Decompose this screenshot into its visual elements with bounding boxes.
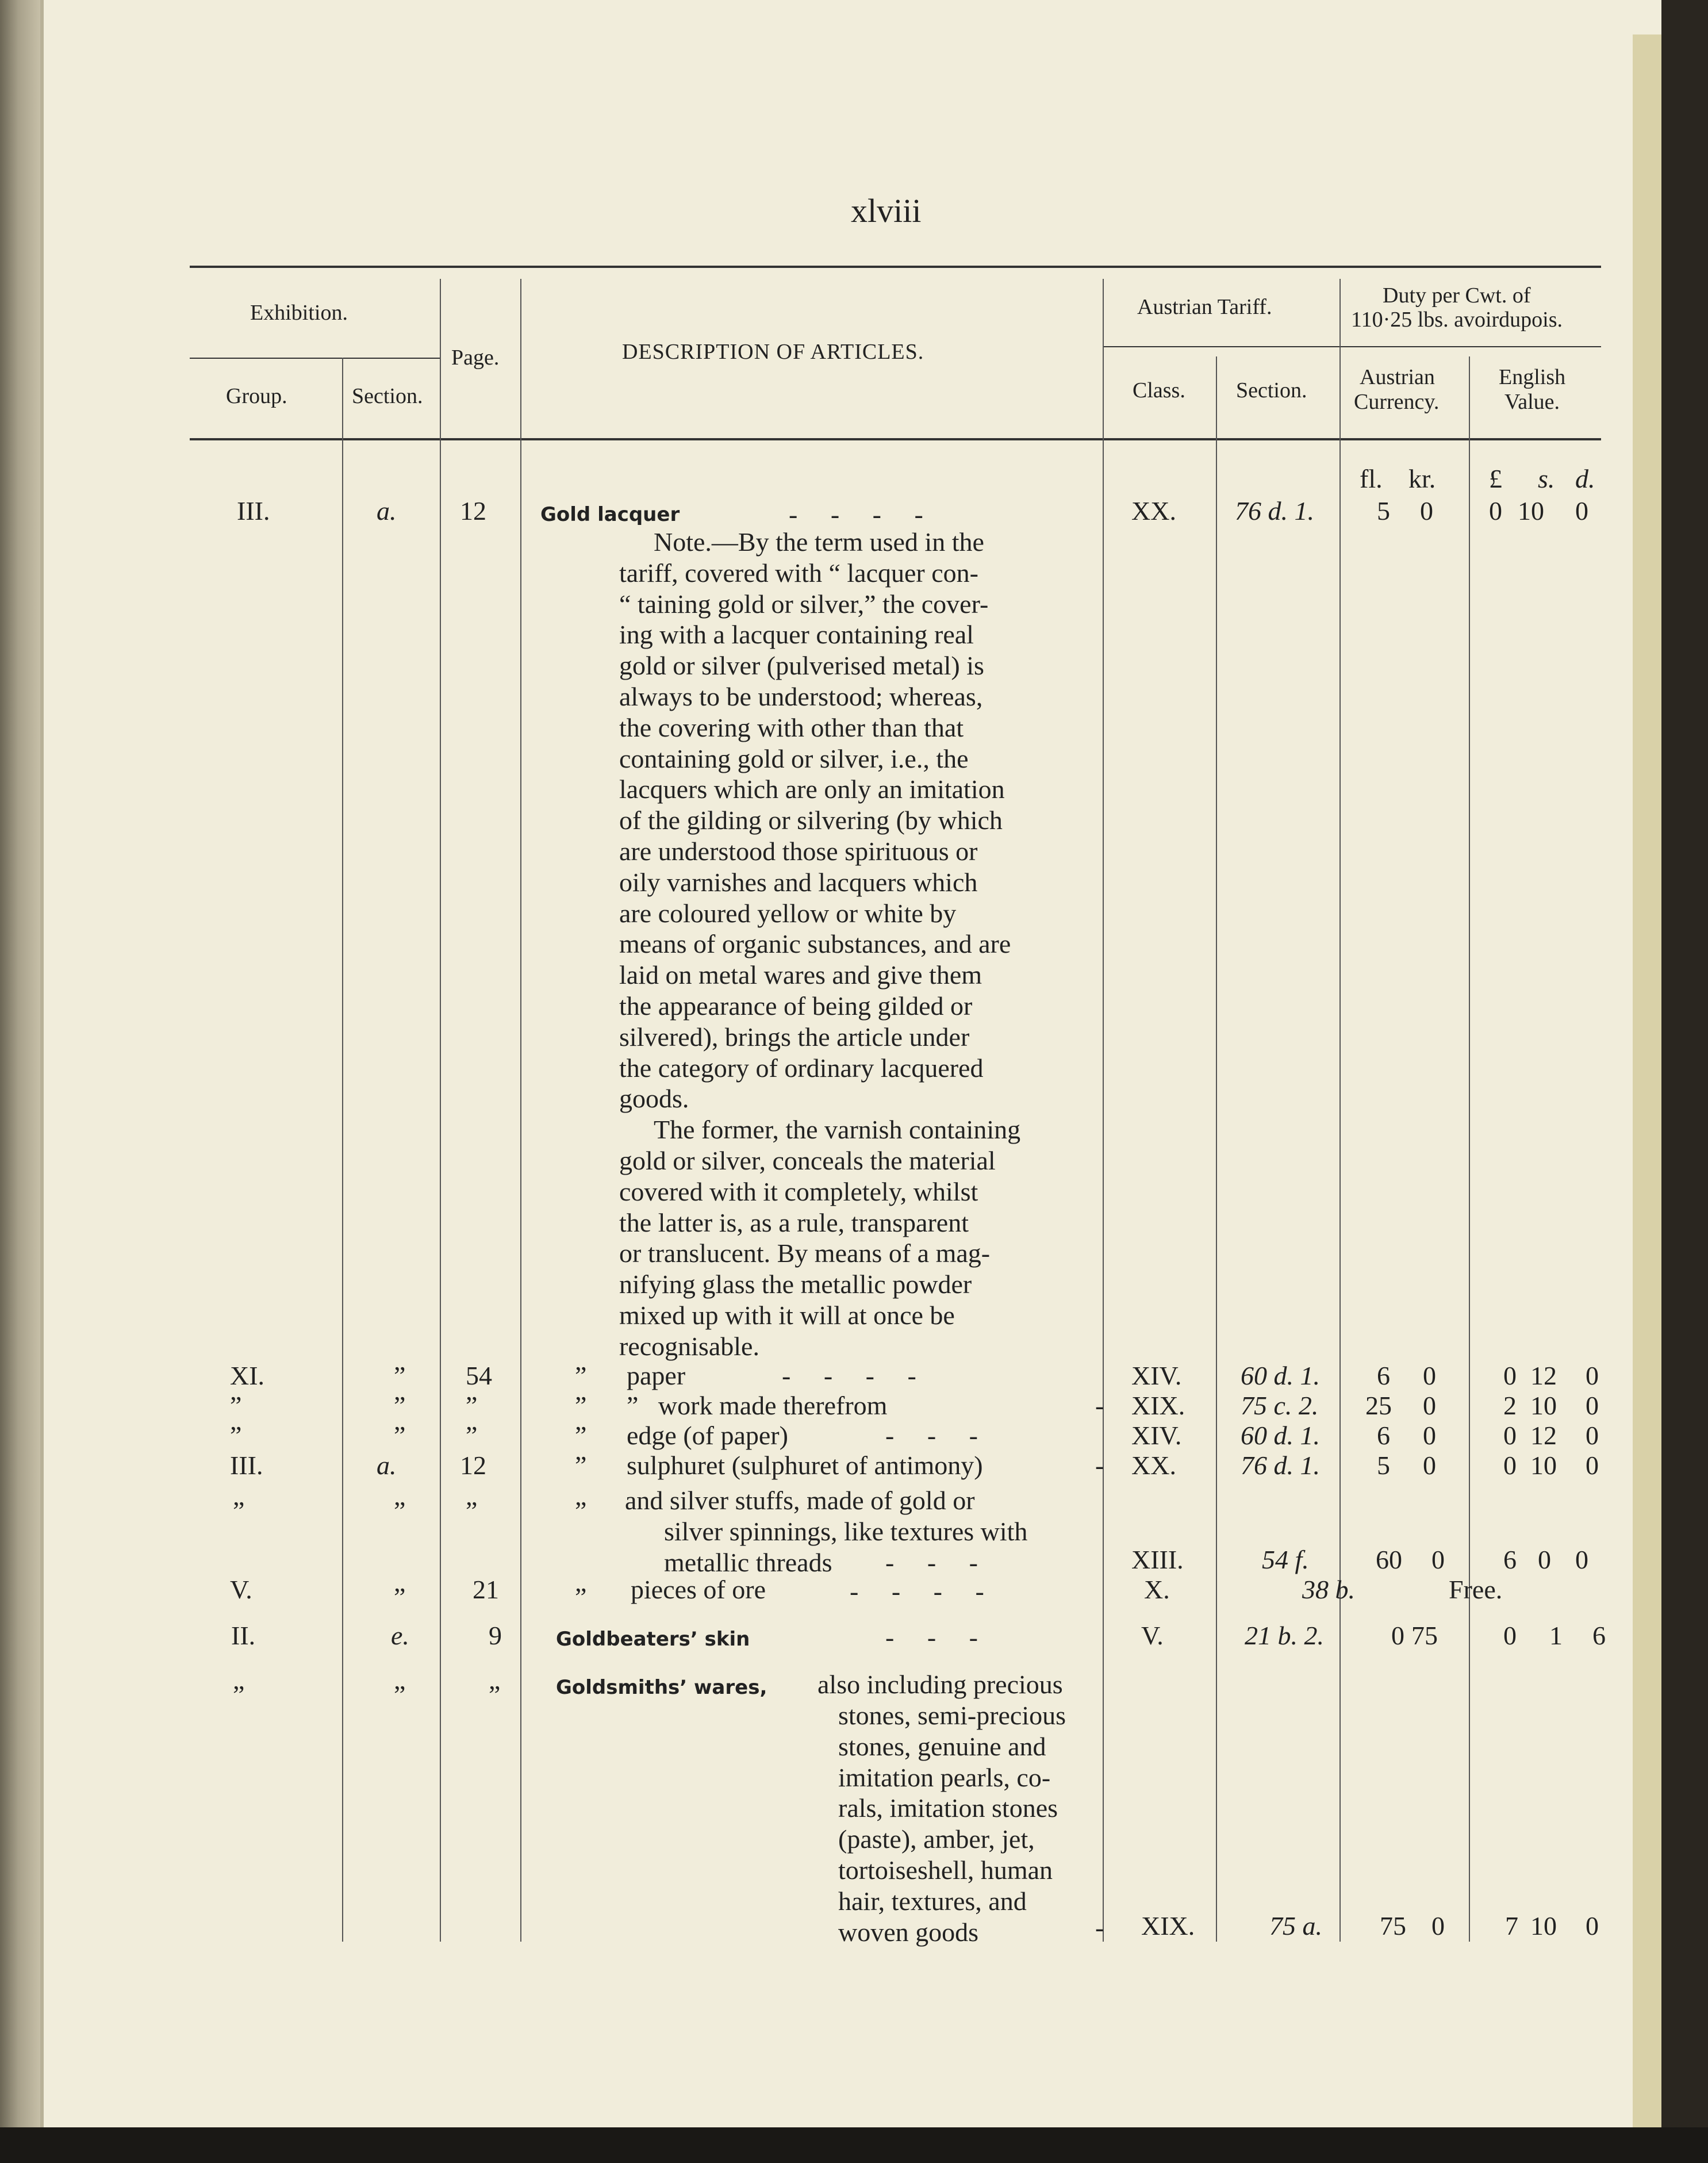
ditto-row-class: XX. [1131, 1451, 1176, 1480]
header-duty-line1: Duty per Cwt. of [1383, 283, 1531, 308]
ditto-row-dashes: - [1095, 1451, 1104, 1480]
stuffs-line1: and silver stuffs, made of gold or [625, 1486, 975, 1515]
ditto-row-shillings: 10 [1530, 1451, 1557, 1480]
ditto-row-group: XI. [230, 1361, 265, 1390]
goldsmiths-desc-line: imitation pearls, co- [838, 1763, 1051, 1792]
header-austrian-currency-2: Currency. [1354, 390, 1440, 414]
goldsmiths-desc-line: (paste), amber, jet, [838, 1824, 1035, 1854]
note-line: lacquers which are only an imitation [619, 774, 1005, 804]
unit-s: s. [1538, 464, 1555, 493]
stuffs-section: ” [394, 1496, 406, 1525]
goldsmiths-name: Goldsmiths’ wares, [556, 1676, 767, 1699]
gold-lacquer-group: III. [237, 496, 270, 526]
gold-lacquer-tariff-section: 76 d. 1. [1235, 496, 1314, 526]
header-description: DESCRIPTION OF ARTICLES. [622, 340, 924, 364]
unit-kr: kr. [1408, 464, 1436, 493]
goldsmiths-tariff-section: 75 a. [1269, 1911, 1322, 1940]
stuffs-class: XIII. [1131, 1545, 1184, 1574]
ditto-row-page: ” [466, 1391, 478, 1420]
ditto-row-shillings: 10 [1530, 1391, 1557, 1420]
goldsmiths-desc-line: woven goods [838, 1917, 979, 1947]
gold-lacquer-name: Gold lacquer [540, 503, 680, 526]
note-line: ing with a lacquer containing real [619, 620, 974, 649]
ore-dashes: - - - - [850, 1577, 984, 1606]
note-line: of the gilding or silvering (by which [619, 806, 1003, 835]
goldbeaters-shillings: 1 [1549, 1621, 1563, 1650]
ditto-row-group: ” [230, 1421, 242, 1450]
note-line: containing gold or silver, i.e., the [619, 744, 969, 773]
header-exhibition: Exhibition. [250, 301, 348, 325]
gold-lacquer-pounds: 0 [1489, 496, 1502, 526]
goldsmiths-desc-line: stones, genuine and [838, 1732, 1046, 1761]
ditto-row-fl: 5 [1377, 1451, 1390, 1480]
gold-lacquer-pence: 0 [1575, 496, 1588, 526]
ditto-row-tariff-section: 76 d. 1. [1241, 1451, 1320, 1480]
note-line: gold or silver (pulverised metal) is [619, 651, 984, 680]
ditto-row-section: a. [377, 1451, 397, 1480]
goldsmiths-group: ” [233, 1680, 245, 1709]
ditto-row-mark: ” [575, 1361, 587, 1390]
note-line: the appearance of being gilded or [619, 991, 973, 1021]
ditto-row-pounds: 2 [1503, 1391, 1517, 1420]
goldsmiths-pence: 0 [1586, 1911, 1599, 1940]
header-page: Page. [451, 346, 500, 370]
ore-free: Free. [1449, 1575, 1503, 1604]
header-austrian-tariff: Austrian Tariff. [1137, 295, 1272, 319]
ditto-row-desc: paper [627, 1361, 686, 1390]
ditto-row-kr: 0 [1423, 1421, 1436, 1450]
header-mid-rule-tariff [1104, 346, 1339, 347]
ditto-row-fl: 6 [1377, 1361, 1390, 1390]
ditto-row-kr: 0 [1423, 1391, 1436, 1420]
ditto-row-pounds: 0 [1503, 1451, 1517, 1480]
ditto-row-section: ” [394, 1421, 406, 1450]
goldbeaters-section: e. [391, 1621, 409, 1650]
stuffs-kr: 0 [1431, 1545, 1445, 1574]
unit-d: d. [1575, 464, 1595, 493]
stuffs-tariff-section: 54 f. [1262, 1545, 1309, 1574]
note-line: covered with it completely, whilst [619, 1177, 978, 1206]
ditto-row-shillings: 12 [1530, 1421, 1557, 1450]
ditto-row-kr: 0 [1423, 1361, 1436, 1390]
col-rule-desc [1103, 279, 1104, 1942]
ore-tariff-section: 38 b. [1302, 1575, 1355, 1604]
ditto-row-pence: 0 [1586, 1421, 1599, 1450]
table-top-rule [190, 266, 1601, 268]
ditto-row-kr: 0 [1423, 1451, 1436, 1480]
ditto-row-desc: edge (of paper) [627, 1421, 788, 1450]
header-english-value-1: English [1499, 365, 1566, 389]
ditto-row-desc: sulphuret (sulphuret of antimony) [627, 1451, 983, 1480]
ore-ditto: ” [575, 1582, 587, 1612]
header-mid-rule-left [190, 358, 440, 359]
background-right [1661, 0, 1708, 2163]
gold-lacquer-class: XX. [1131, 496, 1176, 526]
goldsmiths-fl: 75 [1380, 1911, 1406, 1940]
ditto-row-desc: ” work made therefrom [627, 1391, 888, 1420]
note-line: laid on metal wares and give them [619, 960, 982, 990]
page-number: xlviii [851, 192, 922, 229]
note-line: recognisable. [619, 1332, 759, 1361]
col-rule-group [342, 358, 343, 1942]
goldbeaters-tariff-section: 21 b. 2. [1245, 1621, 1324, 1650]
ditto-row-page: 12 [460, 1451, 486, 1480]
goldbeaters-page: 9 [489, 1621, 502, 1650]
header-bottom-rule [190, 438, 1601, 440]
stuffs-pounds: 6 [1503, 1545, 1517, 1574]
note-line: are coloured yellow or white by [619, 899, 957, 928]
goldbeaters-pounds: 0 [1503, 1621, 1517, 1650]
stuffs-line3: metallic threads [664, 1548, 832, 1577]
note-line: “ taining gold or silver,” the cover- [619, 589, 989, 619]
gold-lacquer-section: a. [377, 496, 397, 526]
note-line: The former, the varnish containing [654, 1115, 1021, 1144]
ditto-row-shillings: 12 [1530, 1361, 1557, 1390]
ditto-row-section: ” [394, 1391, 406, 1420]
goldbeaters-fl: 0 [1391, 1621, 1404, 1650]
ditto-row-fl: 25 [1365, 1391, 1392, 1420]
ditto-row-dashes: - - - [885, 1421, 978, 1450]
ore-class: X. [1144, 1575, 1170, 1604]
ditto-row-class: XIV. [1131, 1361, 1182, 1390]
gold-lacquer-shillings: 10 [1518, 496, 1544, 526]
goldbeaters-name: Goldbeaters’ skin [556, 1628, 750, 1651]
gold-lacquer-dashes: - - - - [789, 500, 923, 529]
note-line: the category of ordinary lacquered [619, 1053, 984, 1083]
ditto-row-tariff-section: 60 d. 1. [1241, 1421, 1320, 1450]
ditto-row-group: ” [230, 1391, 242, 1420]
ditto-row-dashes: - - - - [782, 1361, 916, 1390]
ditto-row-dashes: - [1095, 1391, 1104, 1420]
note-line: the covering with other than that [619, 713, 964, 742]
note-line: the latter is, as a rule, transparent [619, 1208, 969, 1237]
goldsmiths-page: ” [489, 1680, 501, 1709]
goldsmiths-shillings: 10 [1530, 1911, 1557, 1940]
gold-lacquer-kr: 0 [1420, 496, 1433, 526]
header-class: Class. [1133, 378, 1185, 402]
header-austrian-currency-1: Austrian [1360, 365, 1435, 389]
col-rule-page [520, 279, 521, 1942]
ditto-row-pence: 0 [1586, 1391, 1599, 1420]
unit-pound: £ [1489, 464, 1502, 493]
ditto-row-tariff-section: 60 d. 1. [1241, 1361, 1320, 1390]
ditto-row-pence: 0 [1586, 1361, 1599, 1390]
col-rule-section [440, 279, 441, 1942]
ditto-row-fl: 6 [1377, 1421, 1390, 1450]
goldsmiths-pounds: 7 [1505, 1911, 1518, 1940]
note-line: goods. [619, 1084, 689, 1113]
stuffs-pence: 0 [1575, 1545, 1588, 1574]
goldsmiths-desc-line: stones, semi-precious [838, 1701, 1066, 1730]
stuffs-dashes: - - - [885, 1548, 978, 1577]
goldbeaters-kr: 75 [1411, 1621, 1438, 1650]
stuffs-ditto: ” [575, 1496, 587, 1525]
gold-lacquer-page: 12 [460, 496, 486, 526]
ditto-row-pounds: 0 [1503, 1361, 1517, 1390]
ore-desc: pieces of ore [631, 1575, 766, 1604]
goldsmiths-class: XIX. [1141, 1911, 1195, 1940]
ditto-row-class: XIX. [1131, 1391, 1185, 1420]
ditto-row-section: ” [394, 1361, 406, 1390]
goldsmiths-desc-line: rals, imitation stones [838, 1793, 1058, 1823]
stuffs-line2: silver spinnings, like textures with [664, 1517, 1028, 1546]
ditto-row-pounds: 0 [1503, 1421, 1517, 1450]
note-line: always to be understood; whereas, [619, 682, 983, 711]
stuffs-fl: 60 [1376, 1545, 1402, 1574]
ditto-row-group: III. [230, 1451, 263, 1480]
note-line: tariff, covered with “ lacquer con- [619, 558, 978, 588]
goldsmiths-section: ” [394, 1680, 406, 1709]
note-line: gold or silver, conceals the material [619, 1146, 996, 1175]
note-line: nifying glass the metallic powder [619, 1270, 972, 1299]
ditto-row-tariff-section: 75 c. 2. [1241, 1391, 1319, 1420]
ore-section: ” [394, 1582, 406, 1612]
header-tariff-section: Section. [1236, 378, 1307, 402]
goldbeaters-group: II. [231, 1621, 256, 1650]
ore-page: 21 [473, 1575, 499, 1604]
ore-group: V. [230, 1575, 252, 1604]
goldbeaters-dashes: - - - [885, 1623, 978, 1652]
ditto-row-mark: ” [575, 1421, 587, 1450]
header-duty-line2: 110·25 lbs. avoirdupois. [1351, 308, 1563, 332]
note-line: means of organic substances, and are [619, 929, 1011, 958]
goldsmiths-desc-line: tortoiseshell, human [838, 1855, 1053, 1885]
unit-fl: fl. [1360, 464, 1383, 493]
note-line: are understood those spirituous or [619, 837, 978, 866]
stuffs-page: ” [466, 1496, 478, 1525]
goldbeaters-class: V. [1141, 1621, 1164, 1650]
note-line: mixed up with it will at once be [619, 1301, 955, 1330]
goldsmiths-dashes: - [1095, 1913, 1104, 1942]
header-english-value-2: Value. [1504, 390, 1560, 414]
goldbeaters-pence: 6 [1592, 1621, 1606, 1650]
note-line: silvered), brings the article under [619, 1022, 970, 1052]
header-section: Section. [352, 384, 423, 408]
ditto-row-page: ” [466, 1421, 478, 1450]
next-page-edge [1633, 34, 1661, 2127]
background-bottom [0, 2127, 1708, 2163]
header-group: Group. [226, 384, 287, 408]
gold-lacquer-fl: 5 [1377, 496, 1390, 526]
book-spine [0, 0, 46, 2163]
note-line: or translucent. By means of a mag- [619, 1238, 991, 1268]
goldsmiths-desc-line: hair, textures, and [838, 1886, 1027, 1916]
ditto-row-class: XIV. [1131, 1421, 1182, 1450]
col-rule-tsec [1339, 279, 1341, 1942]
ditto-row-mark: ” [575, 1451, 587, 1480]
goldsmiths-first-line: also including precious [817, 1670, 1063, 1699]
ditto-row-page: 54 [466, 1361, 492, 1390]
note-line: oily varnishes and lacquers which [619, 868, 978, 897]
ditto-row-pence: 0 [1586, 1451, 1599, 1480]
note-line: Note.—By the term used in the [654, 527, 984, 557]
ditto-row-mark: ” [575, 1391, 587, 1420]
col-rule-class [1216, 356, 1217, 1942]
col-rule-currency [1469, 356, 1470, 1942]
stuffs-shillings: 0 [1538, 1545, 1551, 1574]
goldsmiths-kr: 0 [1431, 1911, 1445, 1940]
stuffs-group: ” [233, 1496, 245, 1525]
